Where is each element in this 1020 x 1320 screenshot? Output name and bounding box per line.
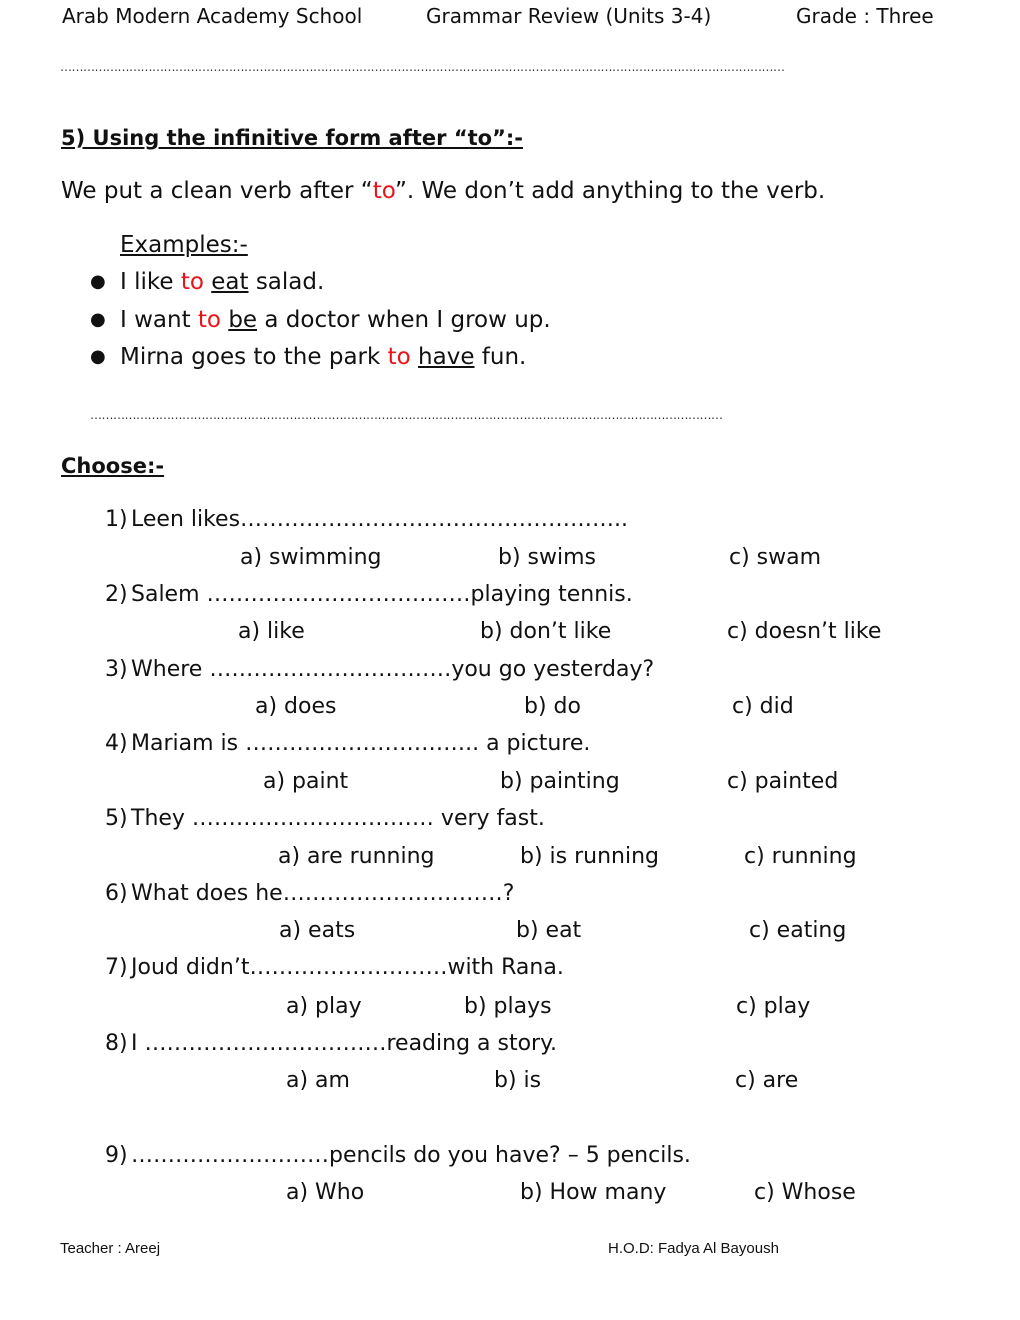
- option-c[interactable]: c) doesn’t like: [727, 619, 882, 644]
- option-c[interactable]: c) did: [732, 694, 794, 719]
- question-number: 4): [105, 731, 128, 756]
- lesson-title: 5) Using the infinitive form after “to”:-: [61, 126, 523, 150]
- example-item: ● Mirna goes to the park to have fun.: [90, 344, 527, 370]
- option-c[interactable]: c) swam: [729, 545, 822, 570]
- bullet-icon: ●: [90, 271, 106, 292]
- option-b[interactable]: b) is running: [520, 844, 660, 869]
- option-c[interactable]: c) painted: [727, 769, 839, 794]
- question-text: I ……………………………reading a story.: [131, 1031, 557, 1056]
- option-b[interactable]: b) plays: [464, 994, 552, 1019]
- option-a[interactable]: a) Who: [286, 1180, 365, 1205]
- exercise-title: Choose:-: [61, 454, 165, 478]
- option-b[interactable]: b) swims: [498, 545, 597, 570]
- option-c[interactable]: c) running: [744, 844, 857, 869]
- question-number: 6): [105, 881, 128, 906]
- option-b[interactable]: b) do: [524, 694, 581, 719]
- bullet-icon: ●: [90, 346, 106, 367]
- question-number: 3): [105, 657, 128, 682]
- question-number: 7): [105, 955, 128, 980]
- question-text: They …………………………… very fast.: [131, 806, 545, 831]
- question-number: 1): [105, 507, 128, 532]
- lesson-divider: …………………………………………………………………………………………………………………………………………………: [90, 408, 723, 422]
- example-item: ● I like to eat salad.: [90, 269, 325, 295]
- option-b[interactable]: b) don’t like: [480, 619, 612, 644]
- option-a[interactable]: a) like: [238, 619, 305, 644]
- question-number: 2): [105, 582, 128, 607]
- grade-label: Grade : Three: [796, 4, 934, 28]
- rule-text-after: ”. We don’t add anything to the verb.: [394, 178, 826, 204]
- option-a[interactable]: a) are running: [278, 844, 435, 869]
- option-b[interactable]: b) How many: [520, 1180, 667, 1205]
- option-a[interactable]: a) swimming: [240, 545, 382, 570]
- option-c[interactable]: c) are: [735, 1068, 799, 1093]
- question-text: Mariam is ………………………….. a picture.: [131, 731, 591, 756]
- lesson-rule: [61, 178, 825, 204]
- rule-text-before: We put a clean verb after “: [61, 178, 373, 204]
- header-divider: ………………………………………………………………………………………………………………………………………………………………………: [60, 60, 785, 74]
- question-text: Where ……………………………you go yesterday?: [131, 657, 655, 682]
- question-number: 8): [105, 1031, 128, 1056]
- school-name: Arab Modern Academy School: [62, 4, 363, 28]
- option-c[interactable]: c) eating: [749, 918, 847, 943]
- question-number: 5): [105, 806, 128, 831]
- option-b[interactable]: b) is: [494, 1068, 542, 1093]
- rule-to-highlight: to: [372, 178, 395, 204]
- option-b[interactable]: b) eat: [516, 918, 582, 943]
- option-c[interactable]: c) play: [736, 994, 811, 1019]
- question-text: What does he…………………………?: [131, 881, 515, 906]
- option-a[interactable]: a) does: [255, 694, 337, 719]
- worksheet-title: Grammar Review (Units 3-4): [426, 4, 712, 28]
- question-text: ………………………pencils do you have? – 5 pencils.: [131, 1143, 691, 1168]
- option-c[interactable]: c) Whose: [754, 1180, 856, 1205]
- question-number: 9): [105, 1143, 128, 1168]
- option-a[interactable]: a) paint: [263, 769, 349, 794]
- question-text: Salem ………………………………playing tennis.: [131, 582, 633, 607]
- option-b[interactable]: b) painting: [500, 769, 620, 794]
- hod-name: H.O.D: Fadya Al Bayoush: [608, 1240, 779, 1257]
- option-a[interactable]: a) eats: [279, 918, 356, 943]
- example-item: ● I want to be a doctor when I grow up.: [90, 307, 551, 333]
- question-text: Joud didn’t………………………with Rana.: [131, 955, 564, 980]
- teacher-name: Teacher : Areej: [60, 1240, 161, 1257]
- option-a[interactable]: a) am: [286, 1068, 350, 1093]
- bullet-icon: ●: [90, 309, 106, 330]
- option-a[interactable]: a) play: [286, 994, 362, 1019]
- examples-label: Examples:-: [120, 232, 248, 258]
- question-text: Leen likes……………………………………………..: [131, 507, 629, 532]
